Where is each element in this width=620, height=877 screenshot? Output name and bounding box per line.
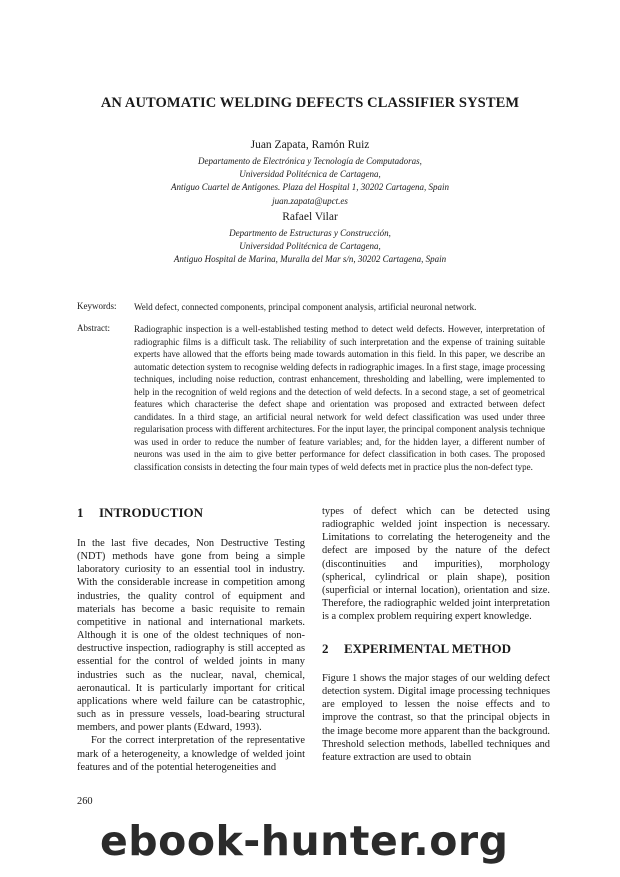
paragraph: Figure 1 shows the major stages of our welding defect detection system. Digital image processing techniques are employed to lessen the noise effects and to improve the contrast, so that the principal objects in the image become more apparent than the background. Threshold selection methods, labelled techniques and feature extraction are used to obtain [322, 673, 550, 763]
affiliation-line: Antiguo Cuartel de Antigones. Plaza del Hospital 1, 30202 Cartagena, Spain [170, 182, 450, 193]
abstract-label: Abstract: [77, 323, 110, 333]
paragraph: In the last five decades, Non Destructive Testing (NDT) methods have gone from being a simple laboratory curiosity to an essential tool in industry. With the considerable increase in competition among industries, the quality control of equipment and materials has become a basic requisite to remain competitive in national and international markets. Although it is one of the oldest techniques of non-destructive inspection, radiography is still accepted as essential for the control of welded joints in many industries such as the nuclear, naval, chemical, aeronautical. It is particularly important for critical applications where weld failure can be catastrophic, such as in pressure vessels, load-bearing structural members, and power plants (Edward, 1993). [77, 538, 305, 734]
watermark: ebook-hunter.org [100, 817, 509, 865]
affiliation-2 [0, 227, 620, 267]
keywords-label: Keywords: [77, 301, 117, 311]
paragraph: For the correct interpretation of the representative mark of a heterogeneity, a knowledge of welded joint features and of the potential heterogeneities and [77, 735, 305, 773]
left-column [77, 537, 305, 774]
right-column-section-2 [322, 672, 550, 764]
section-1-heading [77, 505, 203, 521]
section-title: INTRODUCTION [99, 505, 204, 520]
page-number: 260 [77, 796, 93, 807]
section-title: EXPERIMENTAL METHOD [344, 641, 511, 656]
affiliation-line: Universidad Politécnica de Cartagena, [239, 241, 381, 252]
affiliation-1 [0, 155, 620, 208]
affiliation-line: Departamento de Electrónica y Tecnología de Computadoras, [198, 156, 422, 166]
author-email: juan.zapata@upct.es [272, 195, 348, 206]
section-number: 1 [77, 505, 84, 520]
section-number: 2 [322, 641, 329, 656]
author-names-1: Juan Zapata, Ramón Ruiz [250, 139, 370, 151]
abstract-text: Radiographic inspection is a well-established testing method to detect weld defects. However, interpretation of radiographic films is a difficult task. The reliability of such interpretation and the expense of training suitable experts have allowed that the efforts being made towards automation in this field. In this paper, we describe an automatic detection system to recognise welding defects in radiographic images. In a first stage, image processing techniques, including noise reduction, contrast enhancement, thresholding and labelling, were implemented to help in the recognition of weld regions and the detection of weld defects. In a second stage, a set of geometrical features which characterise the defect shape and orientation was proposed and extracted between defect candidates. In a third stage, an artificial neural network for weld defect classification was used under three regularisation process with different architectures. For the input layer, the principal component analysis technique was used in order to reduce the number of feature variables; and, for the hidden layer, a different number of neurons was used in the aim to give better performance for defect classification in both cases. The proposed classification consists in detecting the four main types of weld defects met in practice plus the non-defect type. [134, 324, 545, 473]
right-column [322, 505, 550, 623]
section-2-heading [322, 641, 511, 657]
author-names-2: Rafael Vilar [282, 211, 338, 223]
affiliation-line: Universidad Politécnica de Cartagena, [239, 169, 381, 180]
affiliation-line: Departmento de Estructuras y Construcción, [229, 228, 391, 238]
paragraph: types of defect which can be detected using radiographic welded joint inspection is necessary. Limitations to correlating the heterogeneity and the defect are imposed by the nature of the defect (discontinuities and impurities), morphology (spherical, cylindrical or plain shape), position (superficial or internal location), orientation and size. Therefore, the radiographic welded joint interpretation is a complex problem requiring expert knowledge. [322, 506, 550, 623]
paper-title: AN AUTOMATIC WELDING DEFECTS CLASSIFIER SYSTEM [100, 95, 520, 111]
affiliation-line: Antiguo Hospital de Marina, Muralla del Mar s/n, 30202 Cartagena, Spain [173, 254, 447, 265]
keywords-text: Weld defect, connected components, principal component analysis, artificial neuronal network. [134, 302, 477, 312]
